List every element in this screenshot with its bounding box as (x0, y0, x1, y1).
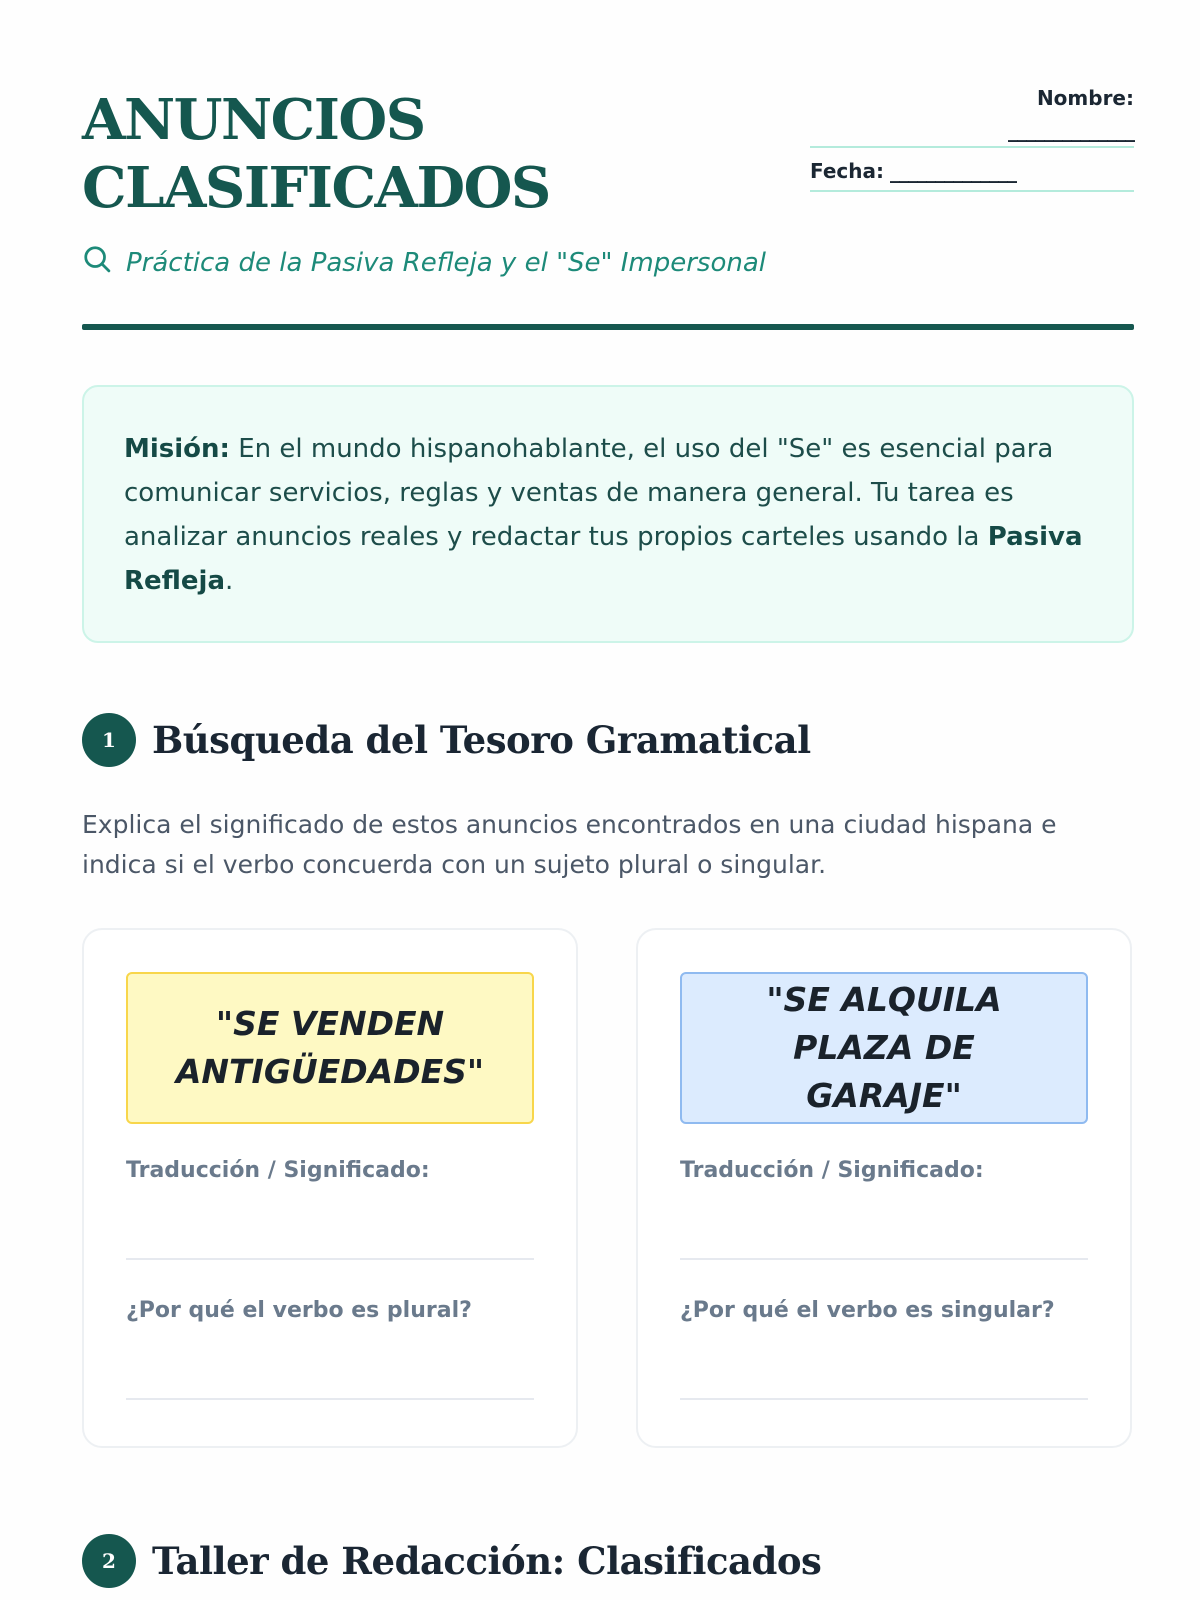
ad-sign-2: "SE ALQUILA PLAZA DE GARAJE" (680, 972, 1088, 1124)
mission-label: Misión: (124, 434, 230, 464)
mission-box (82, 385, 1134, 643)
answer-field-meaning-2[interactable] (680, 1158, 1088, 1260)
title-line-2: CLASIFICADOS (82, 155, 550, 221)
question-label: ¿Por qué el verbo es plural? (126, 1298, 472, 1323)
name-blank: ______________ (1008, 118, 1134, 142)
question-label: Traducción / Significado: (680, 1158, 984, 1183)
subtitle-text: Práctica de la Pasiva Refleja y el "Se" Impersonal (126, 247, 767, 278)
worksheet-page (82, 0, 1134, 1583)
mission-text: En el mundo hispanohablante, el uso del "Se" es esencial para comunicar servicios, reglas y ventas de manera general. Tu tarea es analizar anuncios reales y redactar tus propios carteles usando la (124, 434, 1054, 552)
section-2-title: Taller de Redacción: Clasificados (152, 1539, 822, 1583)
section-1-intro: Explica el significado de estos anuncios encontrados en una ciudad hispana e indica si el verbo concuerda con un sujeto plural o singular. (82, 810, 1057, 879)
name-label: Nombre: (1036, 86, 1134, 110)
header (82, 0, 1134, 330)
title-line-1: ANUNCIOS (82, 87, 425, 153)
student-info (810, 82, 1134, 192)
mission-emphasis: Pasiva Refleja (124, 522, 1083, 596)
ad-sign-1: "SE VENDEN ANTIGÜEDADES" (126, 972, 534, 1124)
date-field[interactable] (810, 152, 1134, 192)
name-field[interactable] (810, 82, 1134, 148)
answer-field-reason-1[interactable] (126, 1298, 534, 1400)
answer-field-reason-2[interactable] (680, 1298, 1088, 1400)
section-1-title: Búsqueda del Tesoro Gramatical (152, 718, 811, 762)
page-title (82, 86, 550, 222)
question-label: Traducción / Significado: (126, 1158, 430, 1183)
section-1-number: 1 (82, 713, 136, 767)
date-blank: ______________ (890, 159, 1017, 183)
header-divider (82, 324, 1134, 330)
subtitle (82, 244, 766, 281)
ad-card-2 (636, 928, 1132, 1448)
question-label: ¿Por qué el verbo es singular? (680, 1298, 1055, 1323)
date-label: Fecha: (810, 159, 885, 183)
section-1-heading (82, 713, 811, 767)
ad-card-1 (82, 928, 578, 1448)
answer-field-meaning-1[interactable] (126, 1158, 534, 1260)
section-2-heading (82, 1534, 821, 1588)
search-icon (82, 244, 112, 281)
section-2-number: 2 (82, 1534, 136, 1588)
mission-text-end: . (225, 566, 234, 596)
